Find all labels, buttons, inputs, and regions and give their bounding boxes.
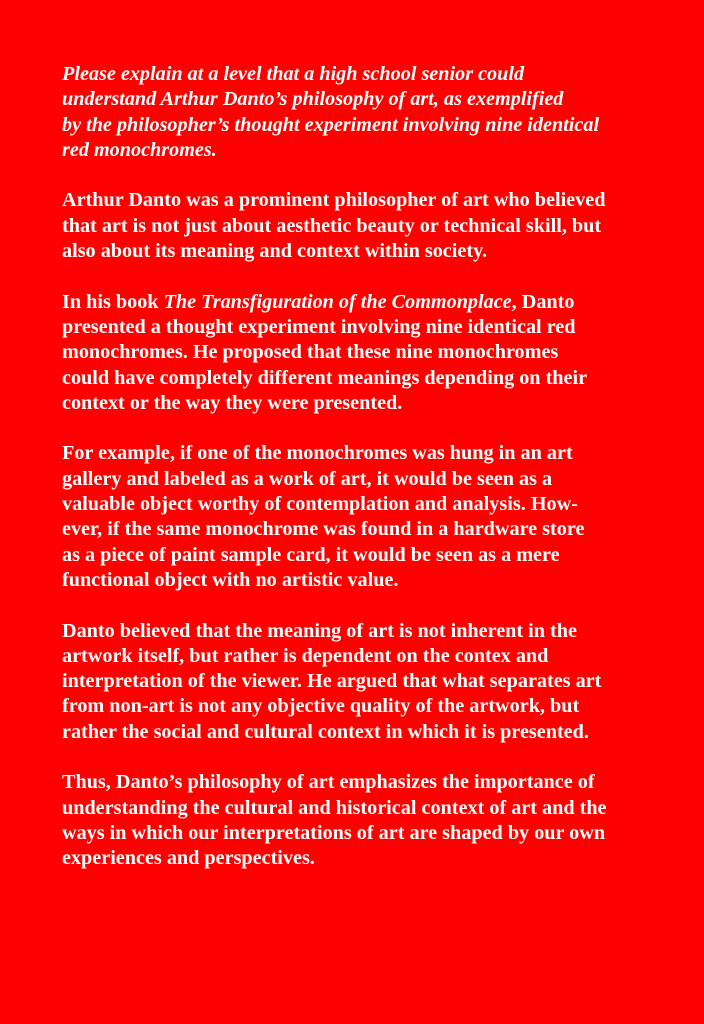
text-line: interpretation of the viewer. He argued that what separates art — [62, 670, 602, 693]
text-line: Thus, Danto’s philosophy of art emphasizes the importance of — [62, 771, 595, 794]
text-line: artwork itself, but rather is dependent on the contex and — [62, 644, 549, 667]
prompt-paragraph — [62, 62, 662, 163]
text-line: Please explain at a level that a high school senior could — [62, 63, 525, 85]
text-line: context or the way they were presented. — [62, 391, 403, 414]
paragraph-intro — [62, 188, 662, 264]
text-fragment: In his book — [62, 290, 164, 313]
text-line: from non-art is not any objective quality of the artwork, but — [62, 695, 580, 718]
paragraph-example — [62, 441, 662, 593]
text-line: also about its meaning and context within society. — [62, 240, 488, 263]
text-line: red monochromes. — [62, 138, 217, 161]
text-line: ways in which our interpretations of art are shaped by our own — [62, 821, 606, 844]
paragraph-conclusion — [62, 770, 662, 871]
text-line: understanding the cultural and historical context of art and the — [62, 796, 607, 819]
text-line: valuable object worthy of contemplation and analysis. How- — [62, 493, 578, 516]
book-title: The Transfiguration of the Commonplace — [163, 290, 512, 313]
text-fragment: , Danto — [511, 290, 575, 313]
text-line: rather the social and cultural context in which it is presented. — [62, 720, 589, 743]
text-line: by the philosopher’s thought experiment involving nine identical — [62, 113, 600, 136]
paragraph-thought-experiment — [62, 290, 662, 416]
text-line: functional object with no artistic value. — [62, 568, 399, 591]
paragraph-meaning — [62, 619, 662, 745]
text-line: Danto believed that the meaning of art is not inherent in the — [62, 619, 577, 642]
text-line: gallery and labeled as a work of art, it would be seen as a — [62, 467, 553, 490]
text-line: ever, if the same monochrome was found in a hardware store — [62, 518, 585, 541]
text-line: that art is not just about aesthetic beauty or technical skill, but — [62, 214, 602, 237]
document-body — [62, 62, 662, 897]
text-line: Arthur Danto was a prominent philosopher of art who believed — [62, 189, 606, 212]
text-line: understand Arthur Danto’s philosophy of art, as exemplified — [62, 88, 564, 111]
text-line: could have completely different meanings depending on their — [62, 366, 588, 389]
text-line — [62, 290, 662, 315]
text-line: monochromes. He proposed that these nine monochromes — [62, 341, 559, 364]
text-line: For example, if one of the monochromes was hung in an art — [62, 442, 573, 465]
text-line: presented a thought experiment involving nine identical red — [62, 315, 576, 338]
text-line: experiences and perspectives. — [62, 847, 315, 870]
text-line: as a piece of paint sample card, it would be seen as a mere — [62, 543, 560, 566]
